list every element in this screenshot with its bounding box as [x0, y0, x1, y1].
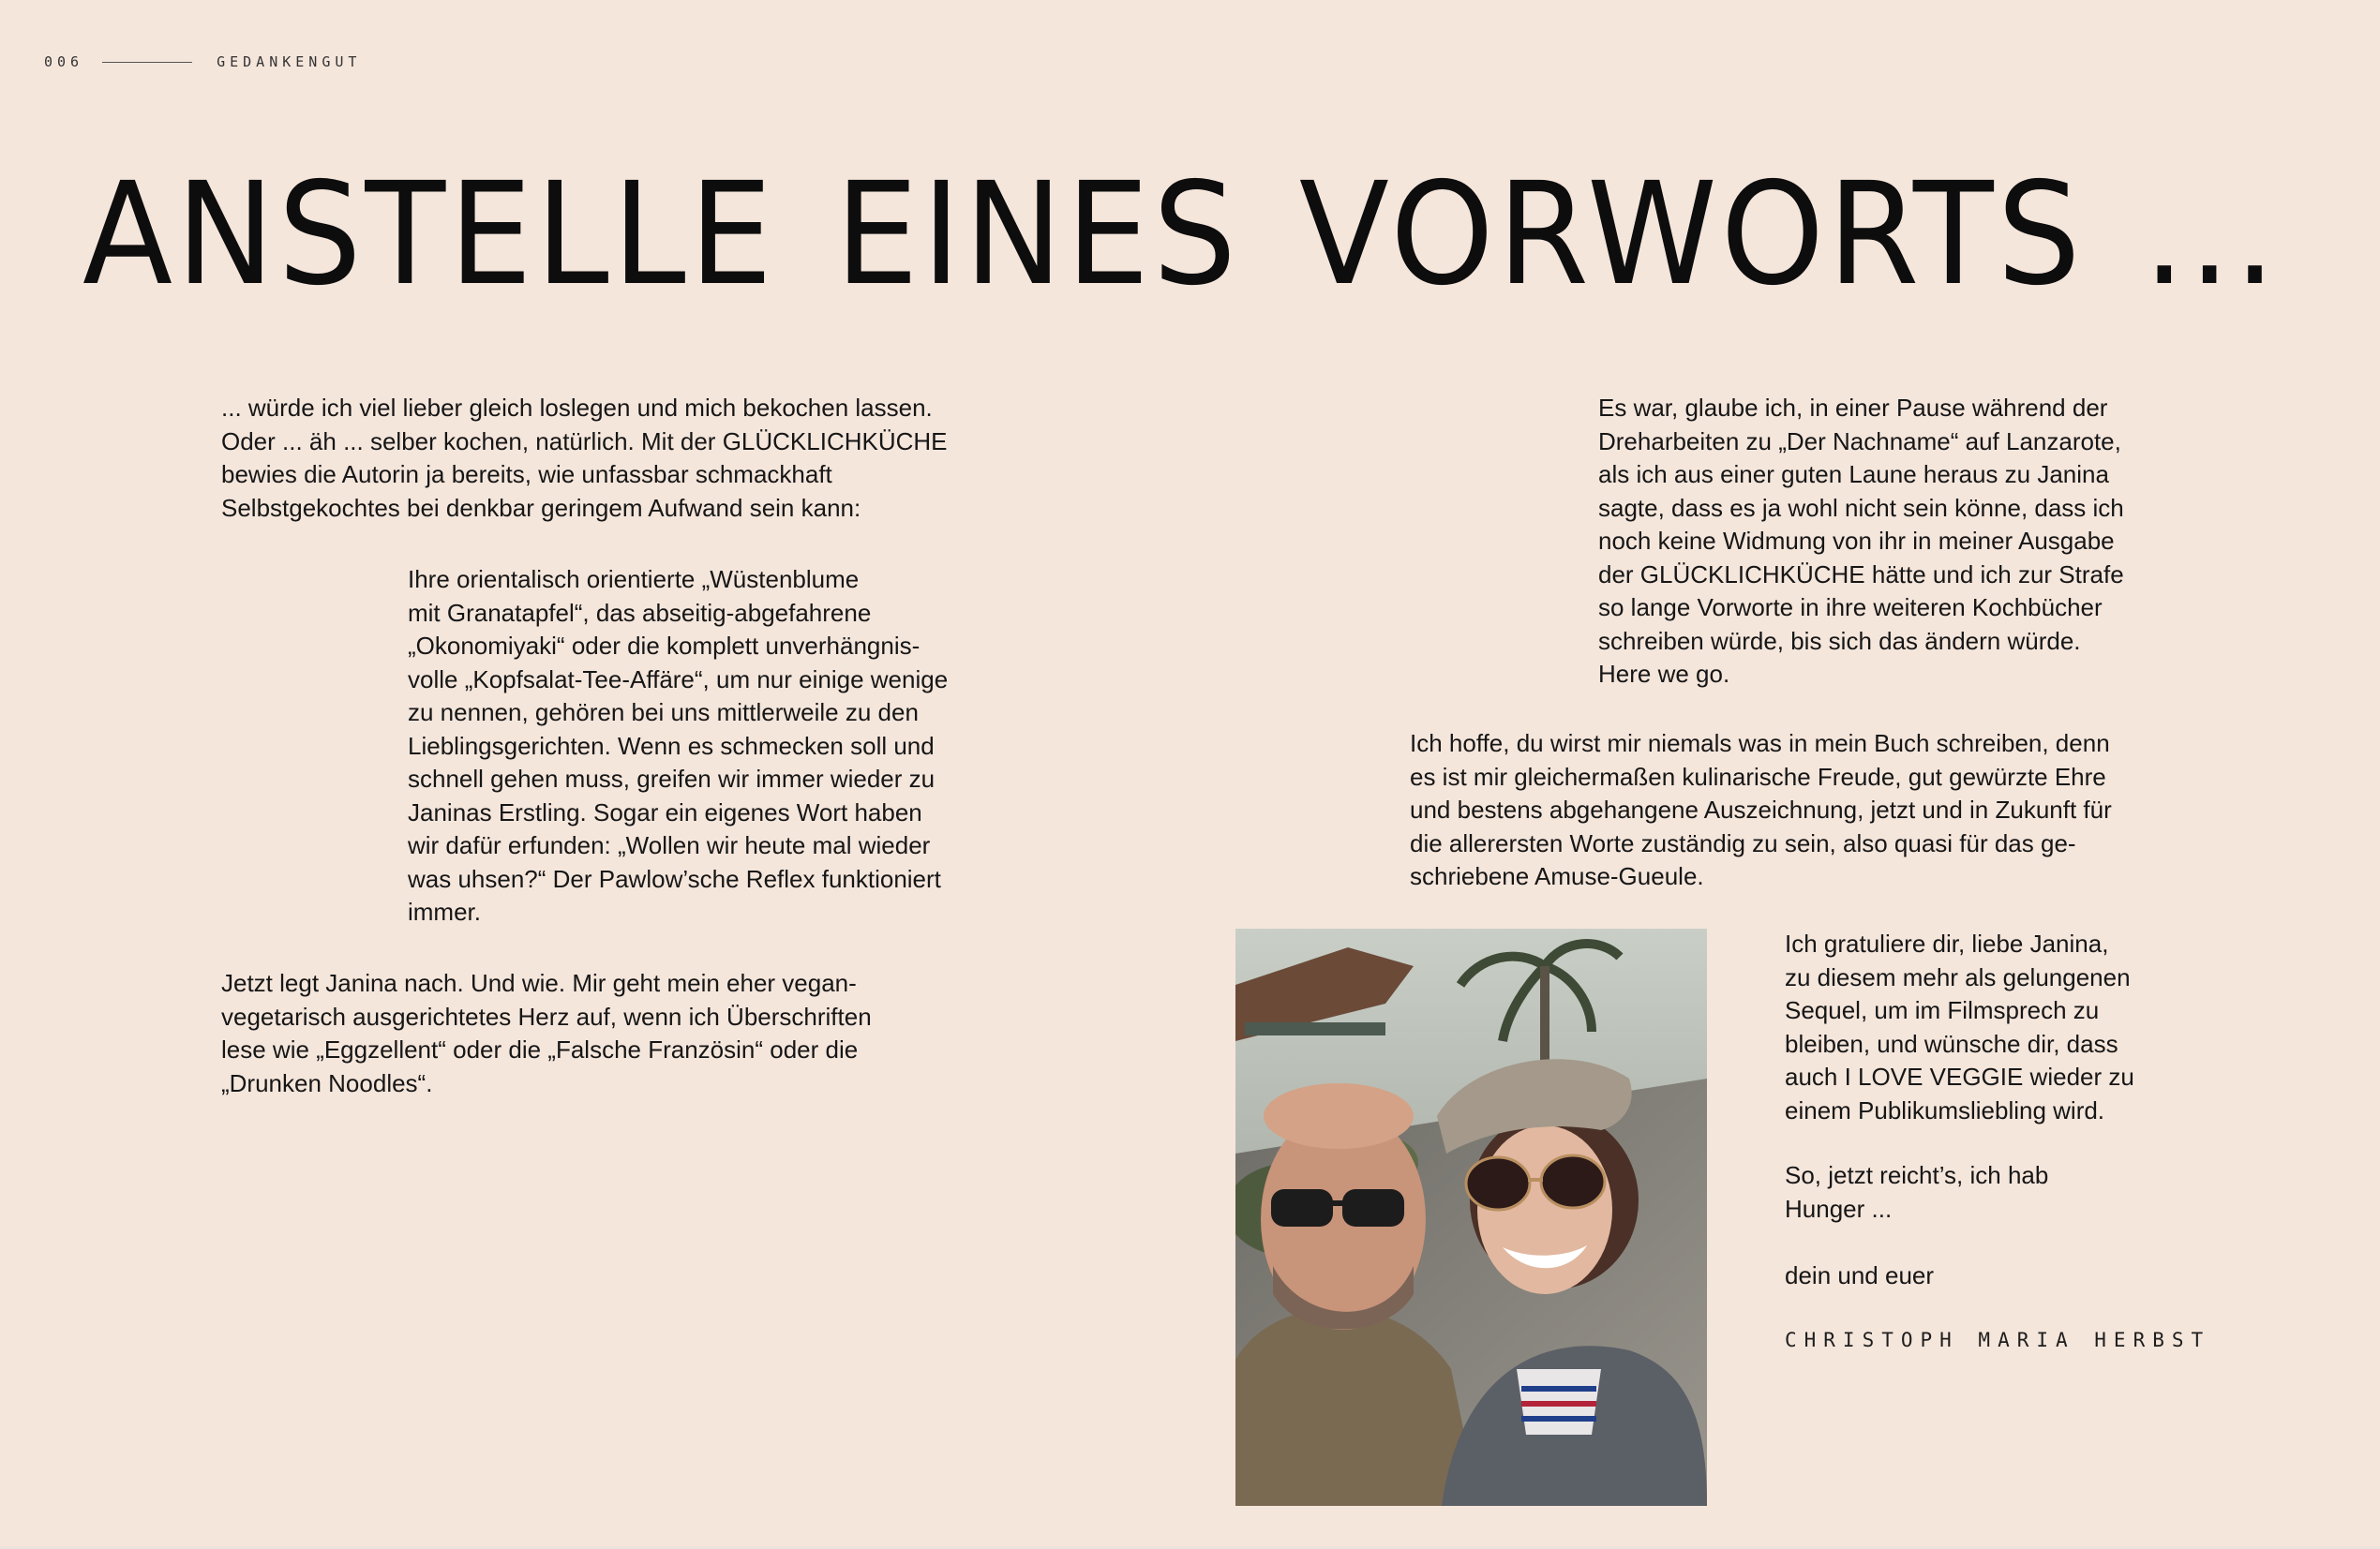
salutation: dein und euer — [1785, 1261, 1935, 1289]
right-paragraph-2: Ich hoffe, du wirst mir niemals was in mein Buch schreiben, denn es ist mir gleichermaßen kulinarische Freude, gut gewürzte Ehre und bestens abgehangene Auszeichnung, jetzt und in Zukunft für die allerersten Worte zuständig zu sein, also quasi für das ge- schriebene Amuse-Gueule. — [1410, 729, 2112, 890]
page-number: 006 — [44, 53, 84, 70]
quote-paragraph: Ihre orientalisch orientierte „Wüstenblume mit Granatapfel“, das abseitig-abgefahrene „Okonomiyaki“ oder die komplett unverhängnis- volle „Kopfsalat-Tee-Affäre“, um nur einige wenige zu nennen, gehören bei uns mittlerweile zu den Lieblingsgerichten. Wenn es schmecken soll und schnell gehen muss, greifen wir immer wieder zu Janinas Erstling. Sogar ein eigenes Wort haben wir dafür erfunden: „Wollen wir heute mal wieder was uhsen?“ Der Pawlow’sche Reflex funktioniert immer. — [408, 565, 949, 926]
right-paragraph-4: So, jetzt reicht’s, ich hab Hunger ... — [1785, 1161, 2049, 1223]
author-signature: CHRISTOPH MARIA HERBST — [1785, 1329, 2211, 1351]
selfie-photo — [1235, 929, 1707, 1506]
section-label: GEDANKENGUT — [217, 53, 362, 70]
page-title: ANSTELLE EINES VORWORTS ... — [82, 152, 2280, 317]
right-paragraph-3: Ich gratuliere dir, liebe Janina, zu diesem mehr als gelungenen Sequel, um im Filmsprech zu bleiben, und wünsche dir, dass auch I LOVE VEGGIE wieder zu einem Publikumsliebling wird. — [1785, 930, 2134, 1125]
right-paragraph-1: Es war, glaube ich, in einer Pause während der Dreharbeiten zu „Der Nachname“ auf Lanzarote, als ich aus einer guten Laune heraus zu Janina sagte, dass es ja wohl nicht sein könne, dass ich noch keine Widmung von ihr in meiner Ausgabe der GLÜCKLICHKÜCHE hätte und ich zur Strafe so lange Vorworte in ihre weiteren Kochbücher schreiben würde, bis sich das ändern würde. Here we go. — [1598, 394, 2124, 688]
page-header — [44, 53, 361, 70]
closing-paragraph: Jetzt legt Janina nach. Und wie. Mir geht mein eher vegan- vegetarisch ausgerichtetes Herz auf, wenn ich Überschriften lese wie „Eggzellent“ oder die „Falsche Französin“ oder die „Drunken Noodles“. — [221, 969, 872, 1097]
selfie-illustration — [1235, 929, 1707, 1506]
header-divider — [102, 62, 192, 63]
intro-paragraph: ... würde ich viel lieber gleich loslegen und mich bekochen lassen. Oder ... äh ... selber kochen, natürlich. Mit der GLÜCKLICHKÜCHE bewies die Autorin ja bereits, wie unfassbar schmackhaft Selbstgekochtes bei denkbar geringem Aufwand sein kann: — [221, 394, 948, 522]
